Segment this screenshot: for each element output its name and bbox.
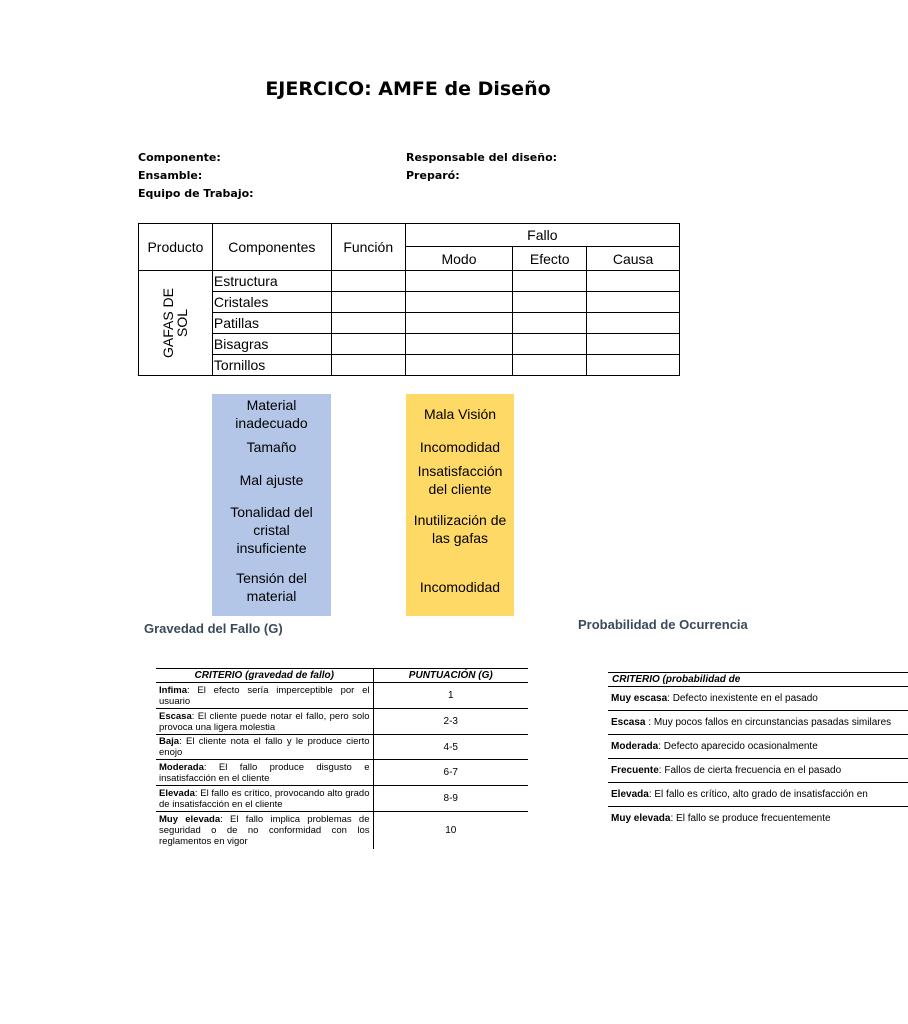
gravity-score: 1	[373, 683, 528, 709]
col-fallo: Fallo	[405, 224, 679, 247]
col-componentes: Componentes	[212, 224, 331, 271]
gravity-row: Baja: El cliente nota el fallo y le produce cierto enojo	[156, 735, 373, 760]
page-title: EJERCICO: AMFE de Diseño	[265, 78, 551, 100]
probability-row: Muy elevada: El fallo se produce frecuentemente	[611, 813, 831, 825]
col-puntuacion: PUNTUACIÓN (G)	[373, 669, 528, 683]
col-modo: Modo	[405, 247, 513, 271]
probability-row: Frecuente: Fallos de cierta frecuencia en el pasado	[608, 759, 908, 783]
col-funcion: Función	[331, 224, 405, 271]
equipo-label: Equipo de Trabajo:	[138, 187, 254, 200]
effect-item: Mala Visión	[423, 406, 497, 422]
table-row: Patillas	[212, 313, 331, 334]
product-name: GAFAS DE SOL	[160, 287, 191, 359]
cause-item: Material inadecuado	[235, 397, 308, 431]
ensamble-label: Ensamble:	[138, 169, 203, 182]
probability-row: Muy escasa: Defecto inexistente en el pasado	[608, 687, 908, 711]
cause-item: Tamaño	[246, 439, 297, 455]
responsable-label: Responsable del diseño:	[406, 151, 558, 164]
gravity-row: Moderada: El fallo produce disgusto e insatisfacción en el cliente	[156, 760, 373, 786]
cause-item: Tensión del material	[236, 570, 307, 604]
gravity-table	[156, 668, 528, 849]
table-row: Cristales	[212, 292, 331, 313]
gravity-heading: Gravedad del Fallo (G)	[144, 621, 283, 636]
effects-box	[406, 394, 514, 616]
effect-item: Insatisfacción del cliente	[417, 463, 503, 497]
col-criterio: CRITERIO (gravedad de fallo)	[156, 669, 373, 683]
gravity-score: 6-7	[373, 760, 528, 786]
componente-label: Componente:	[138, 151, 221, 164]
gravity-row: Escasa: El cliente puede notar el fallo, pero solo provoca una ligera molestia	[156, 709, 373, 735]
col-criterio-prob: CRITERIO (probabilidad de	[608, 673, 908, 687]
col-causa: Causa	[587, 247, 680, 271]
probability-table	[608, 672, 908, 831]
cause-item: Mal ajuste	[239, 472, 304, 488]
header-right	[406, 149, 557, 185]
gravity-score: 4-5	[373, 735, 528, 760]
gravity-row: Muy elevada: El fallo implica problemas de seguridad o de no conformidad con los reglamentos en vigor	[156, 812, 373, 849]
amfe-table	[138, 223, 680, 376]
probability-table-clip	[608, 672, 892, 852]
effect-item: Inutilización de las gafas	[413, 512, 507, 546]
cause-item: Tonalidad del cristal insuficiente	[230, 504, 313, 556]
col-efecto: Efecto	[513, 247, 587, 271]
probability-row: Moderada: Defecto aparecido ocasionalmente	[608, 735, 908, 759]
gravity-score: 2-3	[373, 709, 528, 735]
header-left	[138, 149, 254, 203]
probability-row: Elevada: El fallo es crítico, alto grado de insatisfacción en	[608, 783, 908, 807]
effect-item: Incomodidad	[419, 579, 501, 595]
probability-row: Escasa : Muy pocos fallos en circunstancias pasadas similares	[608, 711, 908, 735]
preparo-label: Preparó:	[406, 169, 460, 182]
effect-item: Incomodidad	[419, 439, 501, 455]
probability-heading: Probabilidad de Ocurrencia	[578, 617, 748, 632]
table-row: Bisagras	[212, 334, 331, 355]
table-row: Tornillos	[212, 355, 331, 376]
table-row: Estructura	[212, 271, 331, 292]
gravity-row: Elevada: El fallo es crítico, provocando alto grado de insatisfacción en el cliente	[156, 786, 373, 812]
gravity-score: 10	[445, 824, 457, 836]
product-cell	[139, 271, 213, 376]
gravity-score: 8-9	[373, 786, 528, 812]
col-producto: Producto	[139, 224, 213, 271]
gravity-row: Infima: El efecto sería imperceptible por el usuario	[156, 683, 373, 709]
causes-box	[212, 394, 331, 616]
